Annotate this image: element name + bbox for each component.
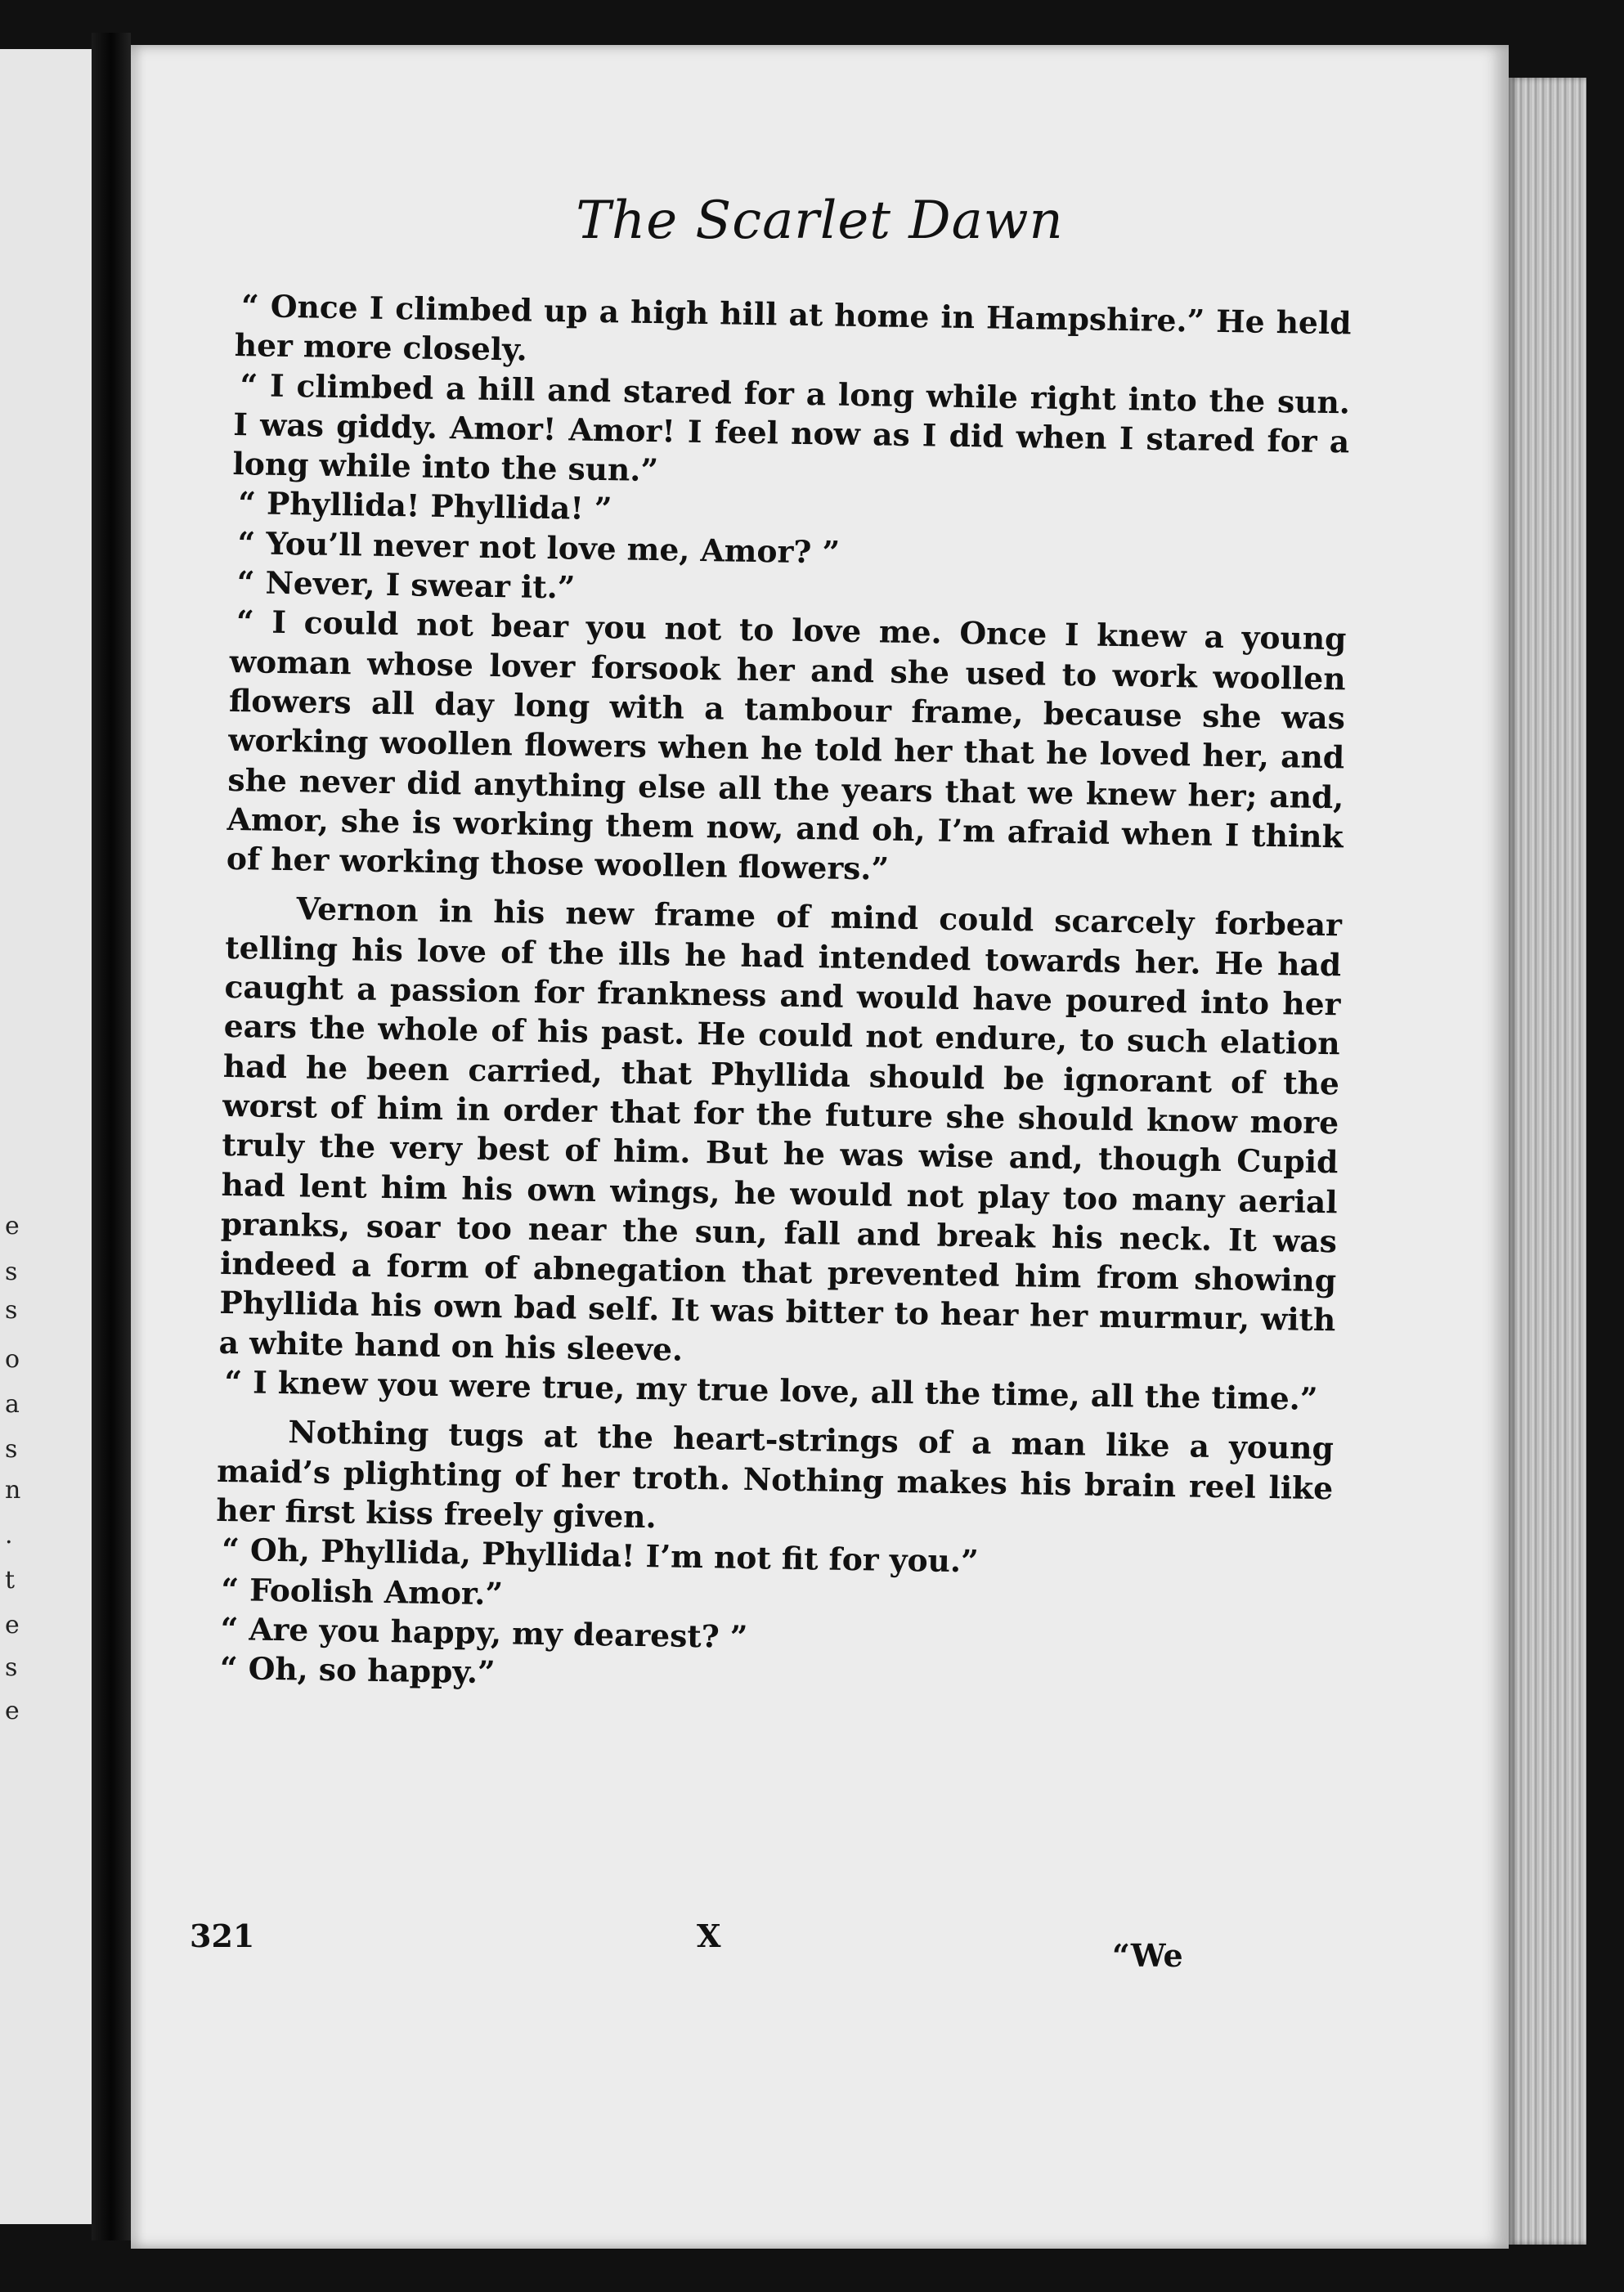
left-fragment: .	[5, 1521, 13, 1550]
left-fragment: e	[5, 1697, 20, 1725]
left-fragment: s	[5, 1296, 18, 1325]
left-fragment: e	[5, 1212, 20, 1240]
dialogue-paragraph: “ I knew you were true, my true love, all the time, all the time.”	[224, 1363, 1318, 1417]
left-fragment: s	[5, 1435, 18, 1464]
page-number: 321	[190, 1917, 255, 1954]
dialogue-paragraph: “ Foolish Amor.”	[221, 1571, 504, 1612]
dialogue-paragraph: “ Oh, so happy.”	[219, 1650, 496, 1691]
catchword: “We	[1112, 1937, 1183, 1974]
page-body	[213, 286, 1352, 1706]
page-stack-edge	[1509, 78, 1586, 2245]
narrative-paragraph: Nothing tugs at the heart-strings of a man like a young maid’s plighting of her troth. Nothing makes his brain reel like her first kiss freely given.	[216, 1414, 1335, 1536]
left-fragment: s	[5, 1258, 18, 1286]
left-fragment: e	[5, 1611, 20, 1639]
page-footer	[131, 1917, 1509, 1974]
left-fragment: t	[5, 1566, 16, 1595]
left-fragment: a	[5, 1390, 20, 1419]
dialogue-paragraph: “ You’ll never not love me, Amor? ”	[237, 524, 841, 571]
left-page-edge	[0, 49, 92, 2224]
dialogue-paragraph: “ Phyllida! Phyllida! ”	[237, 485, 612, 527]
signature-mark: X	[697, 1917, 721, 1954]
book-page	[131, 45, 1509, 2249]
dialogue-paragraph: “ Are you happy, my dearest? ”	[220, 1610, 748, 1655]
left-fragment: s	[5, 1653, 18, 1682]
dialogue-paragraph: “ Oh, Phyllida, Phyllida! I’m not fit for you.”	[221, 1532, 979, 1580]
left-fragment: n	[5, 1476, 21, 1505]
running-head: The Scarlet Dawn	[576, 191, 1064, 251]
dialogue-paragraph: “ Once I climbed up a high hill at home in Hampshire.” He held her more closely.	[234, 288, 1352, 368]
book-gutter	[92, 33, 131, 2240]
narrative-paragraph: Vernon in his new frame of mind could scarcely forbear telling his love of the ills he had intended towards her. He had caught a passion for frankness and would have poured into her ears the whole of his past. He could not endure, to such elation had he been carried, that Phyllida should be ignorant of the worst of him in order that for the future she should know more truly the very best of him. But he was wise and, though Cupid had lent him his own wings, he would not play too many aerial pranks, soar too near the sun, fall and break his neck. It was indeed a form of abnegation that prevented him from showing Phyllida his own bad self. It was bitter to hear her murmur, with a white hand on his sleeve.	[218, 890, 1343, 1368]
left-fragment: o	[5, 1345, 20, 1374]
dialogue-paragraph: “ I could not bear you not to love me. Once I knew a young woman whose lover forsook her and she used to work woollen flowers all day long with a tambour frame, because she was working woollen flowers when he told her that he loved her, and she never did anything else all the years that we knew her; and, Amor, she is working them now, and oh, I’m afraid when I think of her working those woollen flowers.”	[226, 603, 1347, 887]
dialogue-paragraph: “ I climbed a hill and stared for a long while right into the sun. I was giddy. Amor! Amor! I feel now as I did when I stared for a long while into the sun.”	[232, 366, 1351, 489]
dialogue-paragraph: “ Never, I swear it.”	[236, 564, 576, 606]
